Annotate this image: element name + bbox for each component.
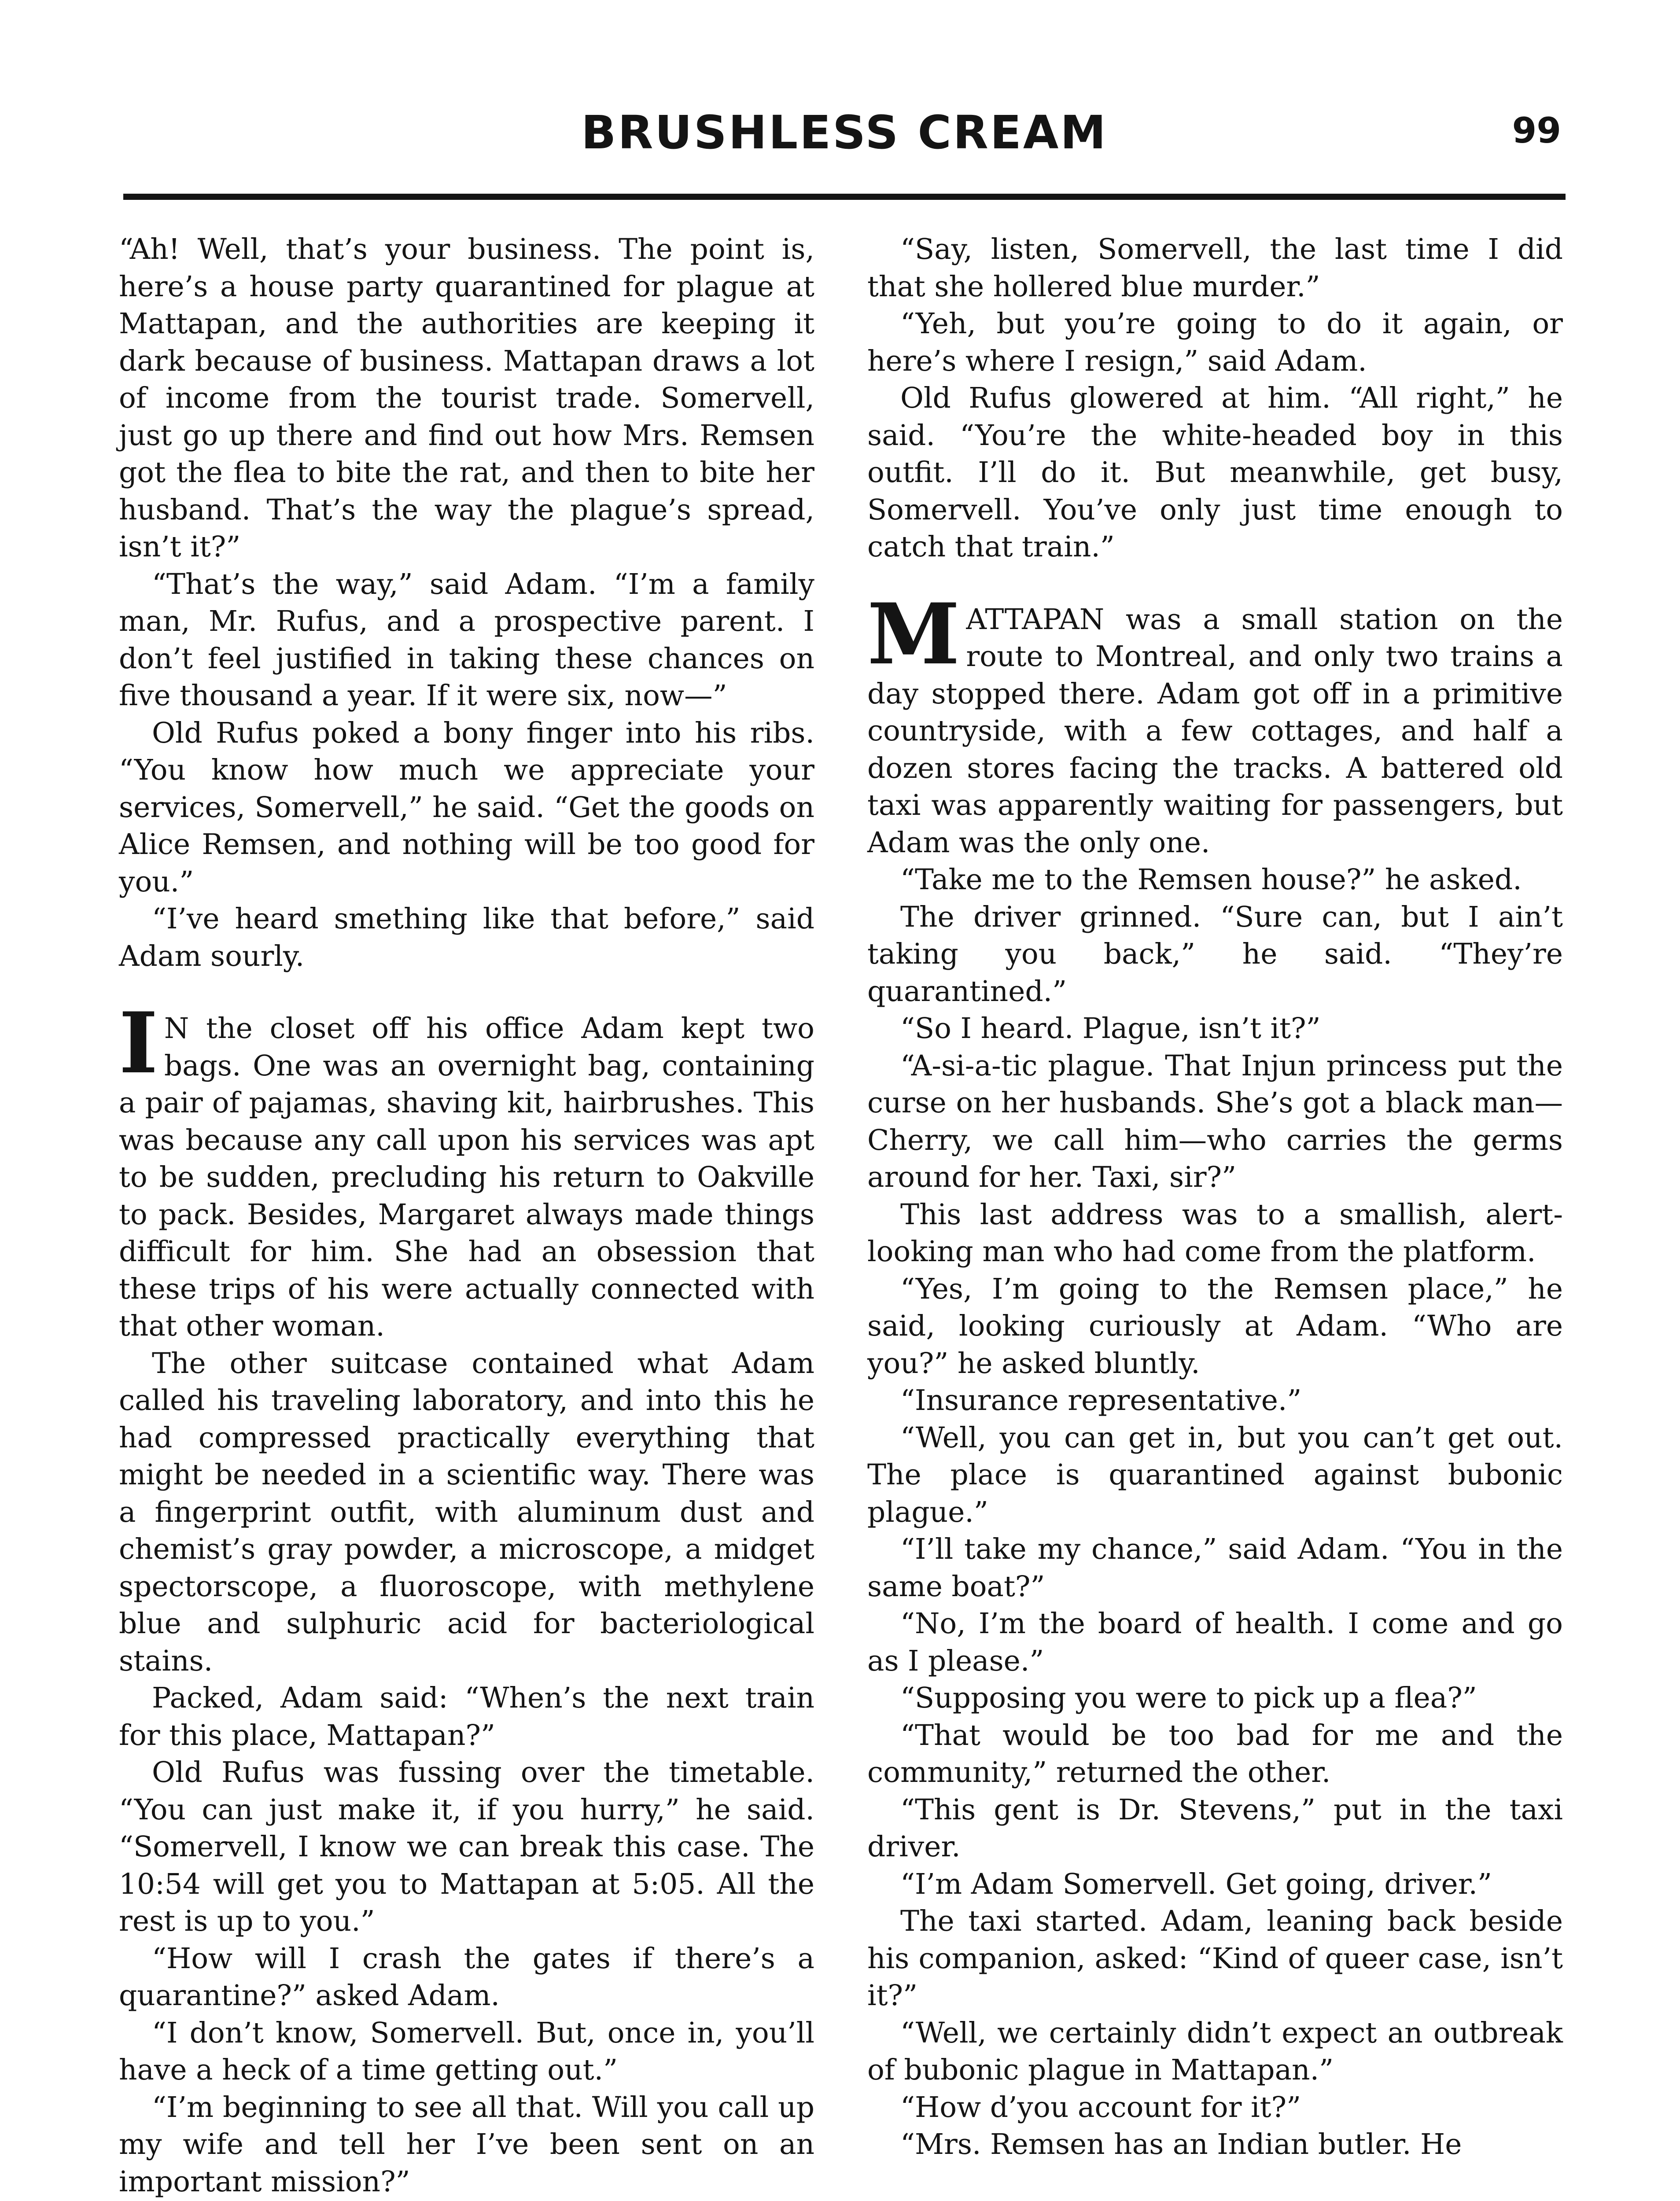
paragraph: “I don’t know, Somervell. But, once in, you’ll have a heck of a time getting out.”	[119, 2016, 814, 2087]
paragraph: “Take me to the Remsen house?” he asked.	[900, 863, 1522, 896]
paragraph: Old Rufus poked a bony finger into his ribs. “You know how much we appreciate your services, Somervell,” he said. “Get the goods on Alice Remsen, and nothing will be too good for you.”	[119, 716, 814, 898]
paragraph: “Well, you can get in, but you can’t get out. The place is quarantined against bubonic plague.”	[867, 1421, 1563, 1529]
right-column	[867, 231, 1563, 2164]
paragraph: The taxi started. Adam, leaning back beside his companion, asked: “Kind of queer case, isn’t it?”	[867, 1905, 1563, 2012]
paragraph: “I’ve heard smething like that before,” said Adam sourly.	[119, 902, 814, 973]
paragraph-text: N the closet off his office Adam kept two bags. One was an overnight bag, containing a pair of pajamas, shaving kit, hairbrushes. This was because any call upon his services was apt to be sudden, precluding his return to Oakville to pack. Besides, Margaret always made things difficult for him. She had an obsession that these trips of his were actually connected with that other woman.	[119, 1012, 814, 1343]
paragraph: “Supposing you were to pick up a flea?”	[900, 1682, 1477, 1715]
paragraph: “So I heard. Plague, isn’t it?”	[900, 1012, 1321, 1045]
paragraph: Old Rufus glowered at him. “All right,” he said. “You’re the white-headed boy in this outfit. I’ll do it. But meanwhile, get busy, Somervell. You’ve only just time enough to catch that train.”	[867, 382, 1563, 563]
section-opening-paragraph	[867, 585, 1563, 862]
paragraph: “Yes, I’m going to the Remsen place,” he said, looking curiously at Adam. “Who are you?” he asked bluntly.	[867, 1272, 1563, 1380]
paragraph: “How d’you account for it?”	[900, 2091, 1301, 2124]
paragraph-text: ATTAPAN was a small station on the route to Montreal, and only two trains a day stopped there. Adam got off in a primitive countryside, with a few cottages, and half a dozen stores facing the tracks. A battered old taxi was apparently waiting for passengers, but Adam was the only one.	[867, 603, 1563, 859]
paragraph: Packed, Adam said: “When’s the next train for this place, Mattapan?”	[119, 1682, 814, 1752]
page-number: 99	[1512, 110, 1561, 151]
paragraph: The driver grinned. “Sure can, but I ain’t taking you back,” he said. “They’re quarantined.”	[867, 900, 1563, 1008]
drop-cap: I	[119, 994, 158, 1092]
left-column	[119, 231, 814, 2201]
running-title: BRUSHLESS CREAM	[581, 106, 1108, 159]
paragraph: This last address was to a smallish, alert-looking man who had come from the platform.	[867, 1198, 1563, 1268]
paragraph: “Insurance representative.”	[900, 1384, 1302, 1417]
paragraph: “Well, we certainly didn’t expect an outbreak of bubonic plague in Mattapan.”	[867, 2016, 1563, 2087]
paragraph: “No, I’m the board of health. I come and go as I please.”	[867, 1607, 1563, 1678]
paragraph: “This gent is Dr. Stevens,” put in the taxi driver.	[867, 1793, 1563, 1863]
paragraph: “Yeh, but you’re going to do it again, or here’s where I resign,” said Adam.	[867, 307, 1563, 378]
section-opening-paragraph	[119, 994, 814, 1345]
paragraph: “I’m beginning to see all that. Will you call up my wife and tell her I’ve been sent on an important mission?”	[119, 2091, 814, 2198]
paragraph: “How will I crash the gates if there’s a quarantine?” asked Adam.	[119, 1942, 814, 2012]
paragraph: “A-si-a-tic plague. That Injun princess put the curse on her husbands. She’s got a black man—Cherry, we call him—who carries the germs around for her. Taxi, sir?”	[867, 1049, 1563, 1194]
paragraph: “That would be too bad for me and the community,” returned the other.	[867, 1719, 1563, 1789]
paragraph: “Say, listen, Somervell, the last time I did that she hollered blue murder.”	[867, 233, 1563, 303]
page-header	[123, 88, 1566, 200]
drop-cap: M	[867, 585, 960, 683]
paragraph: “Ah! Well, that’s your business. The point is, here’s a house party quarantined for plague at Mattapan, and the authorities are keeping it dark because of business. Mattapan draws a lot of income from the tourist trade. Somervell, just go up there and find out how Mrs. Remsen got the flea to bite the rat, and then to bite her husband. That’s the way the plague’s spread, isn’t it?”	[119, 233, 814, 563]
paragraph: “I’m Adam Somervell. Get going, driver.”	[900, 1867, 1492, 1901]
paragraph: “That’s the way,” said Adam. “I’m a family man, Mr. Rufus, and a prospective parent. I don’t feel justified in taking these chances on five thousand a year. If it were six, now—”	[119, 567, 814, 712]
paragraph: The other suitcase contained what Adam called his traveling laboratory, and into this he had compressed practically everything that might be needed in a scientific way. There was a fingerprint outfit, with aluminum dust and chemist’s gray powder, a microscope, a midget spectorscope, a fluoroscope, with methylene blue and sulphuric acid for bacteriological stains.	[119, 1347, 814, 1678]
paragraph: Old Rufus was fussing over the timetable. “You can just make it, if you hurry,” he said. “Somervell, I know we can break this case. The 10:54 will get you to Mattapan at 5:05. All the rest is up to you.”	[119, 1756, 814, 1938]
paragraph: “I’ll take my chance,” said Adam. “You in the same boat?”	[867, 1533, 1563, 1603]
paragraph: “Mrs. Remsen has an Indian butler. He	[900, 2128, 1462, 2161]
